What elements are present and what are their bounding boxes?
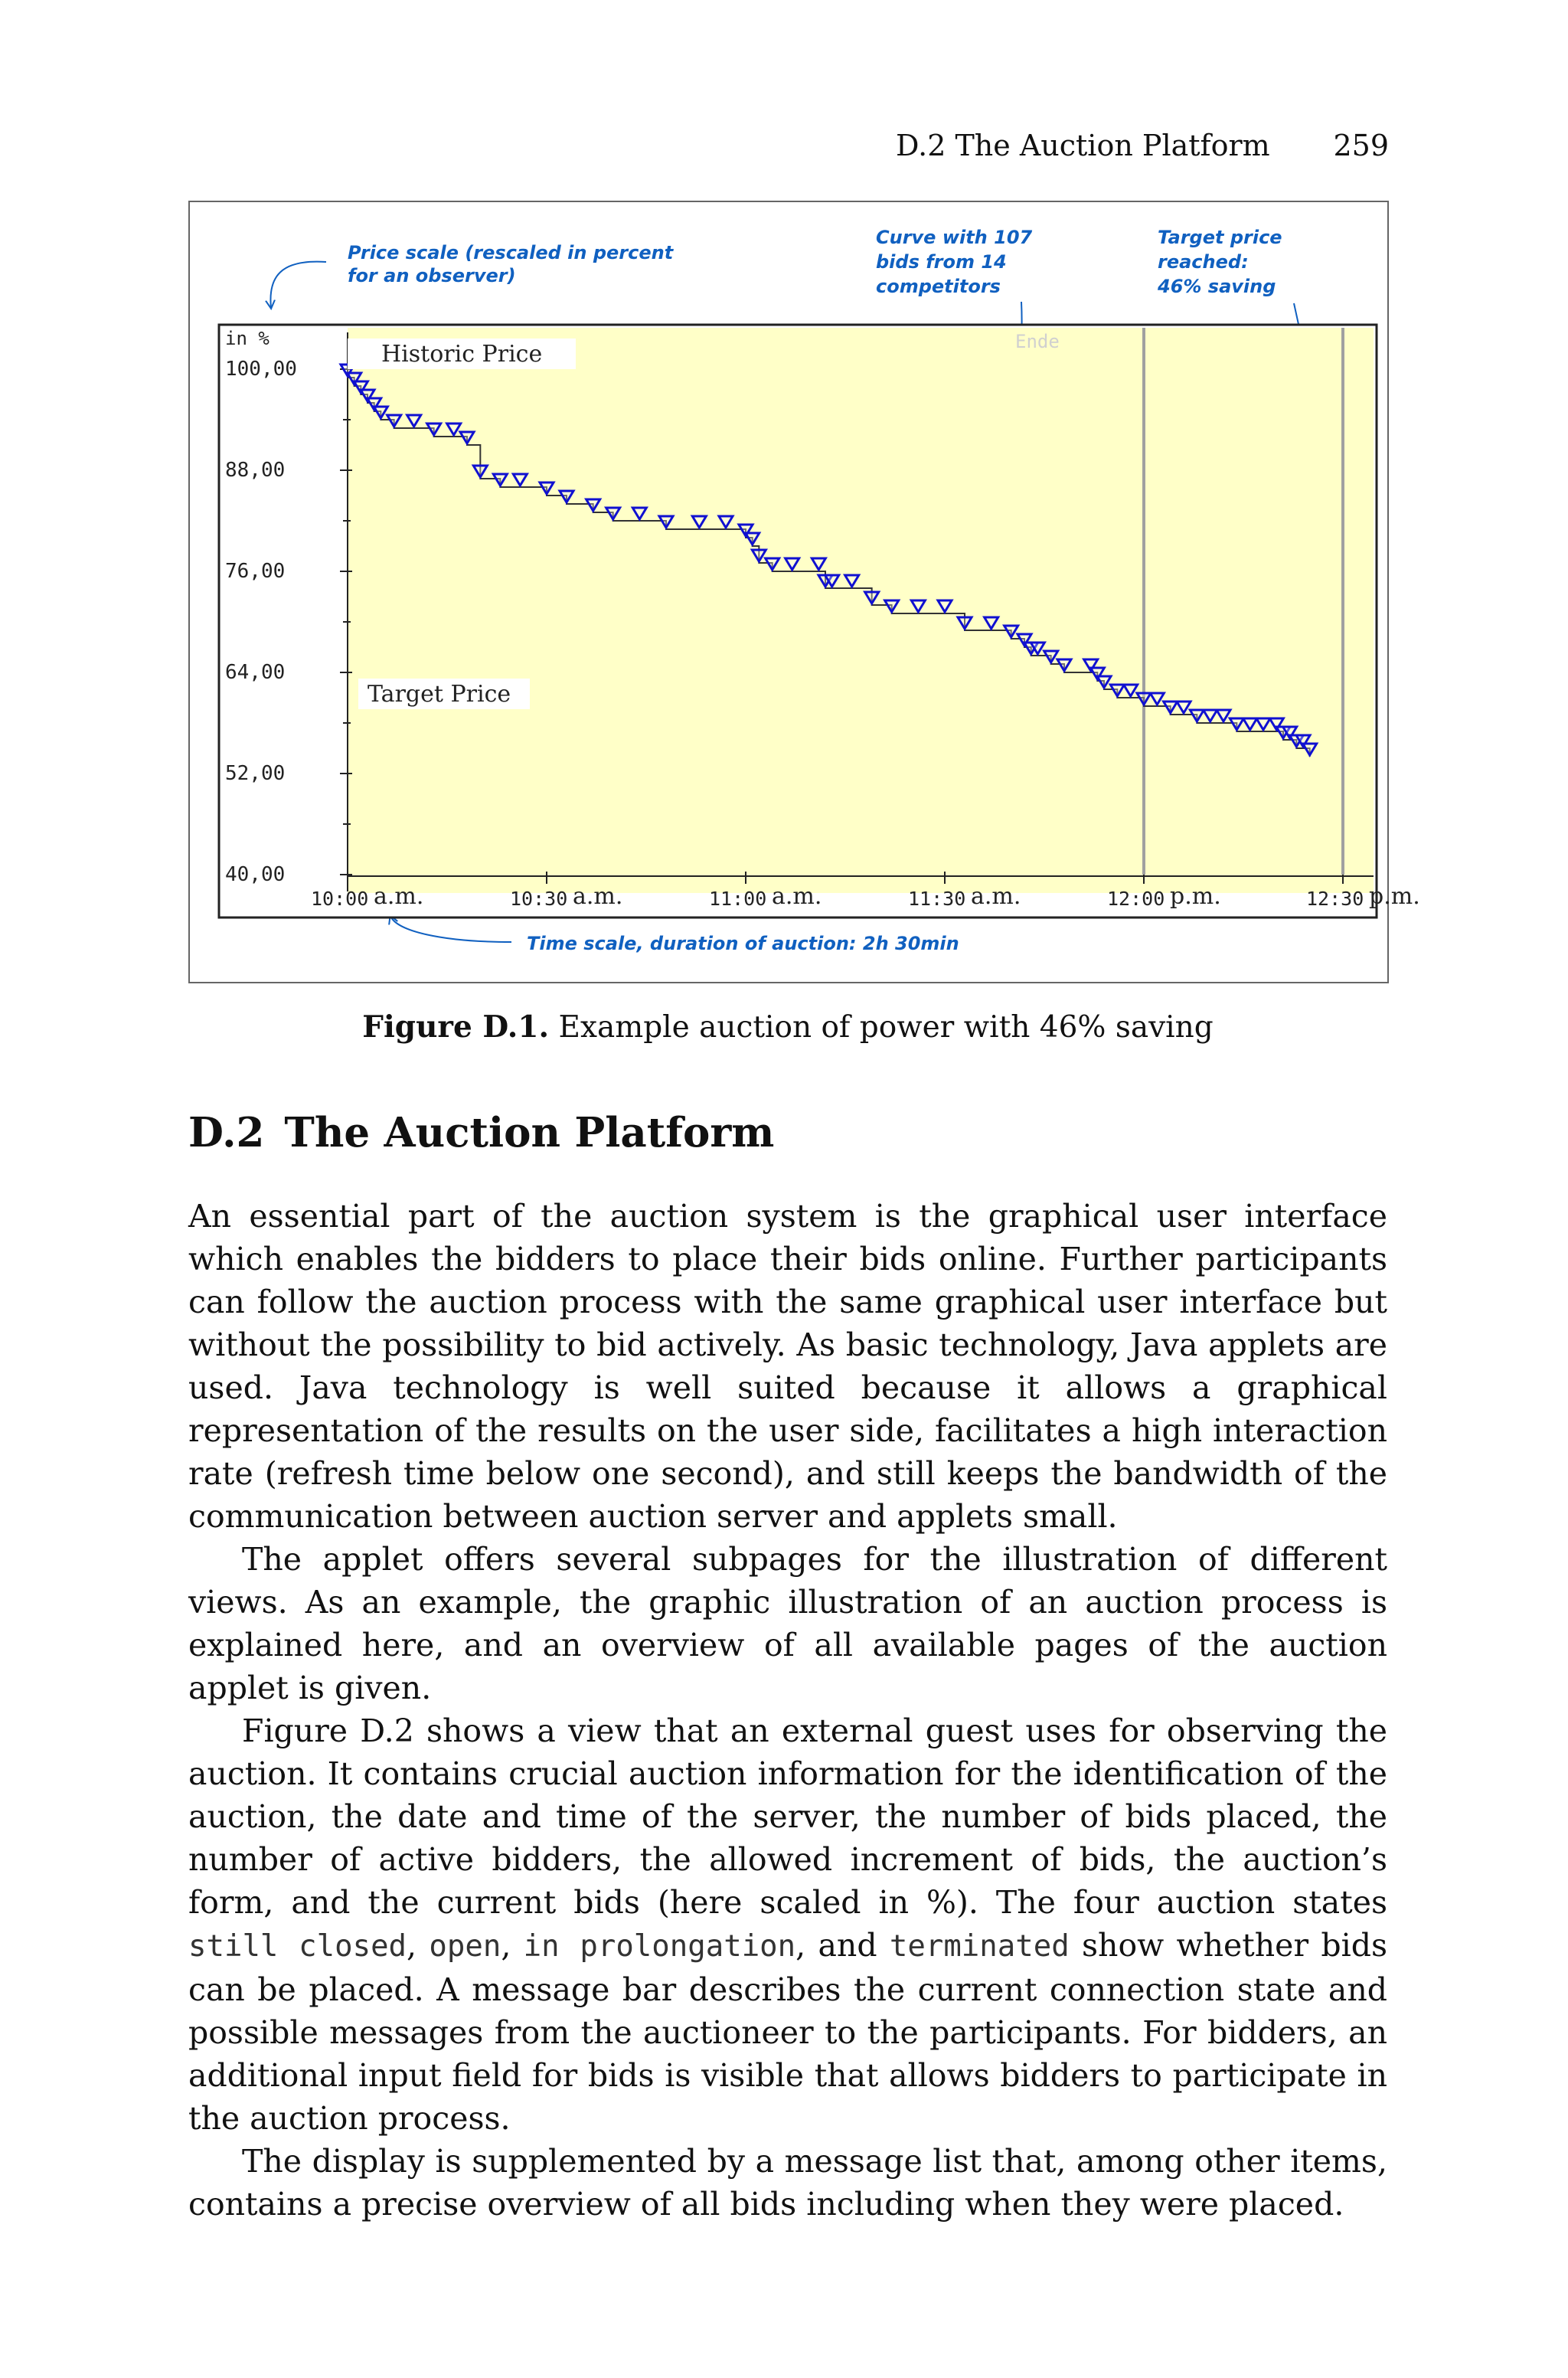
annotation-curve-line3: competitors xyxy=(876,276,1001,297)
arrow-price-scale xyxy=(270,262,326,308)
target-price-label: Target Price xyxy=(368,681,511,708)
y-tick-label: 40,00 xyxy=(225,863,286,886)
historic-price-label: Historic Price xyxy=(381,341,543,368)
paragraph-4: The display is supplemented by a message list that, among other items, contains a precise overview of all bids including when they were placed. xyxy=(188,2143,1387,2223)
section-number: D.2 xyxy=(188,1109,265,1156)
paragraph-3 xyxy=(188,1709,1387,2140)
separator: , xyxy=(501,1927,524,1964)
running-head-title: D.2 The Auction Platform xyxy=(896,129,1270,162)
running-head xyxy=(880,129,1389,167)
separator: , and xyxy=(795,1927,890,1964)
y-tick-label: 100,00 xyxy=(225,358,297,381)
paragraph-3-part-a: Figure D.2 shows a view that an external guest uses for observing the auction. It contains crucial auction information for the identification of the auction, the date and time of the server, the number of bids placed, the number of active bidders, the allowed increment of bids, the auction’s form, and the current bids (here scaled in %). The four auction states xyxy=(188,1712,1387,1921)
state-in-prolongation: in prolongation xyxy=(523,1929,796,1964)
annotation-target-line1: Target price xyxy=(1158,227,1282,248)
annotation-time-scale: Time scale, duration of auction: 2h 30min xyxy=(527,933,959,954)
x-tick-suffix: a.m. xyxy=(573,883,623,910)
state-open: open xyxy=(429,1929,501,1964)
annotation-price-scale-line1: Price scale (rescaled in percent xyxy=(348,242,674,263)
y-tick-label: 64,00 xyxy=(225,661,286,684)
annotation-curve-line1: Curve with 107 xyxy=(876,227,1033,248)
annotation-curve-line2: bids from 14 xyxy=(876,251,1007,273)
caption-text: Example auction of power with 46% saving xyxy=(549,1010,1214,1045)
arrow-time-scale xyxy=(390,916,511,942)
section-heading xyxy=(188,1109,774,1156)
state-still-closed: still closed xyxy=(188,1929,407,1964)
x-tick-suffix: p.m. xyxy=(1369,883,1420,910)
body-text xyxy=(188,1195,1387,2226)
y-tick-label: 88,00 xyxy=(225,459,286,482)
paragraph-3-part-b: show whether bids can be placed. A message bar describes the current connection state and possible messages from the auctioneer to the participants. For bidders, an additional input field for bids is visible that allows bidders to participate in the auction process. xyxy=(188,1927,1387,2137)
y-tick-label: 76,00 xyxy=(225,560,286,583)
plot-background xyxy=(348,328,1374,893)
ende-label: Ende xyxy=(1015,331,1060,352)
x-tick-suffix: a.m. xyxy=(374,883,424,910)
annotation-price-scale-line2: for an observer) xyxy=(348,265,516,286)
paragraph-2: The applet offers several subpages for the illustration of different views. As an example, the graphic illustration of an auction process is explained here, and an overview of all available pages of the auction applet is given. xyxy=(188,1541,1387,1706)
figure-caption xyxy=(188,1009,1387,1045)
section-title: The Auction Platform xyxy=(284,1109,775,1156)
figure-d1 xyxy=(188,201,1420,983)
paragraph-1: An essential part of the auction system is the graphical user interface which enables the bidders to place their bids online. Further participants can follow the auction process with the same graphical user interface but without the possibility to bid actively. As basic technology, Java applets are used. Java technology is well suited because it allows a graphical representation of the results on the user side, facilitates a high interaction rate (refresh time below one second), and still keeps the bandwidth of the communication between auction server and applets small. xyxy=(188,1198,1387,1535)
x-tick-suffix: a.m. xyxy=(971,883,1021,910)
state-terminated: terminated xyxy=(889,1929,1070,1964)
annotation-target-line3: 46% saving xyxy=(1158,276,1276,297)
x-tick-time: 12:30 xyxy=(1306,888,1364,910)
x-tick-suffix: p.m. xyxy=(1170,883,1221,910)
x-tick-time: 10:30 xyxy=(510,888,568,910)
page-number: 259 xyxy=(1333,129,1389,162)
x-tick-time: 12:00 xyxy=(1107,888,1165,910)
x-tick-time: 11:30 xyxy=(908,888,966,910)
x-tick-time: 11:00 xyxy=(709,888,767,910)
y-axis-label: in % xyxy=(225,328,270,349)
x-tick-suffix: a.m. xyxy=(772,883,822,910)
y-tick-label: 52,00 xyxy=(225,762,286,785)
separator: , xyxy=(407,1927,430,1964)
x-tick-time: 10:00 xyxy=(311,888,369,910)
auction-chart xyxy=(190,202,1420,982)
annotation-target-line2: reached: xyxy=(1158,251,1249,273)
caption-label: Figure D.1. xyxy=(362,1009,550,1045)
